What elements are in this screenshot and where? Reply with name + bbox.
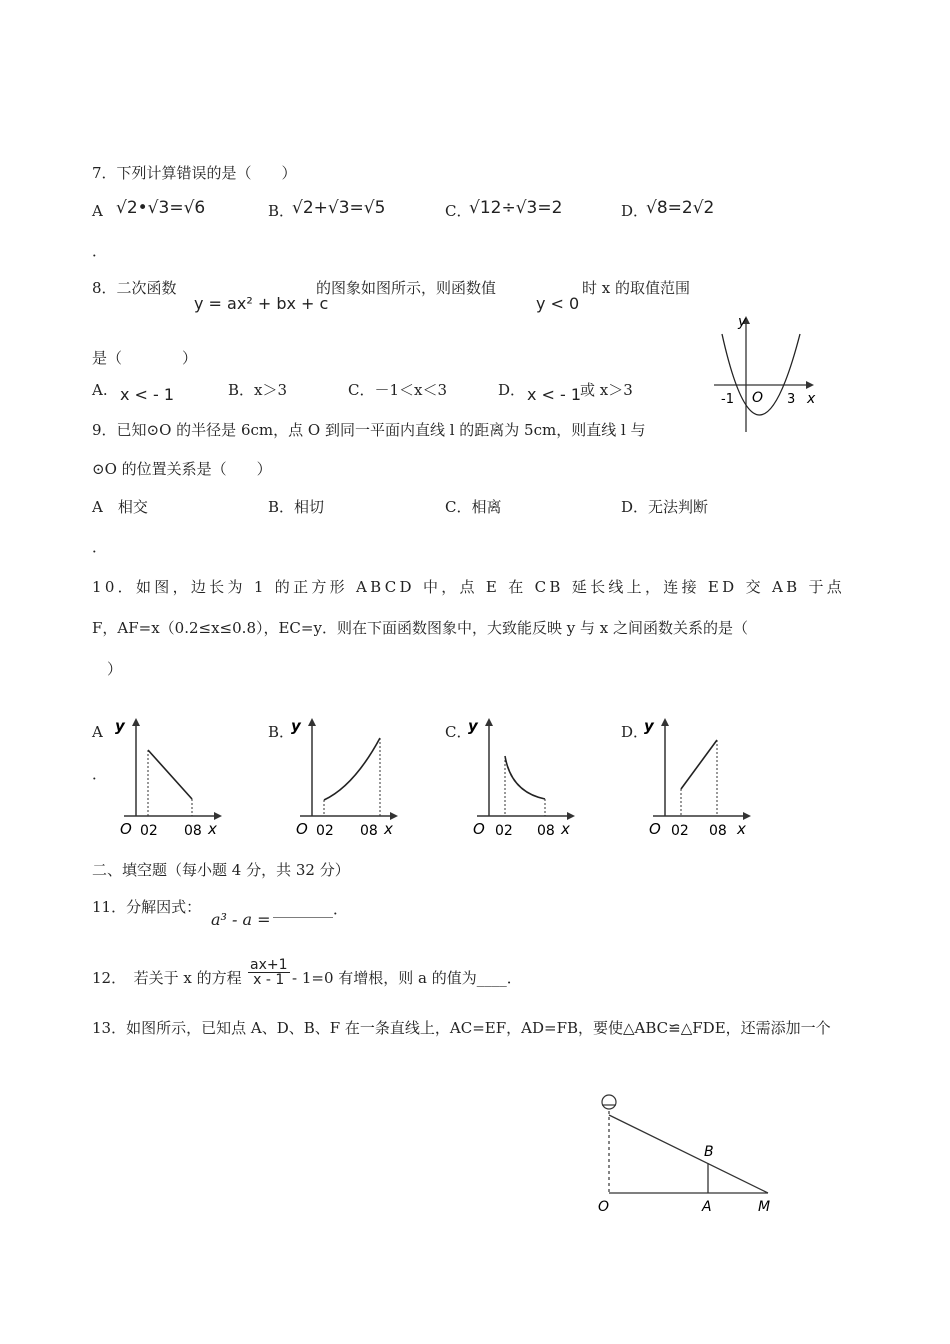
q9-line2: ⊙O 的位置关系是（ ） [92, 460, 272, 478]
q10-graph-d [641, 712, 761, 842]
q10-option-c-label: C． [445, 723, 472, 741]
q8-label-three: 3 [787, 392, 796, 407]
q10-line3: ） [107, 660, 123, 678]
q8-option-a-expr: x < - 1 [120, 385, 175, 404]
graph-b-tick-2: 08 [360, 823, 378, 839]
lamp-icon [602, 1095, 616, 1109]
q9-option-b: B．相切 [268, 498, 325, 516]
graph-a-tick-2: 08 [184, 823, 202, 839]
q11-blank: ________． [273, 900, 349, 918]
q7-option-d-expr: √8=2√2 [646, 198, 715, 218]
graph-d-label-origin: O [649, 820, 661, 838]
q12-fraction-numerator: ax+1 [250, 957, 288, 973]
q10-dot: ． [92, 765, 108, 783]
q7-option-a-expr: √2•√3=√6 [116, 198, 206, 218]
q8-option-d-expr: x < - 1 [527, 385, 582, 404]
graph-a-label-x: x [208, 820, 217, 838]
graph-a-line [148, 750, 192, 799]
q7-option-c-expr: √12÷√3=2 [469, 198, 563, 218]
section2-heading: 二、填空题（每小题 4 分，共 32 分） [92, 861, 350, 879]
q10-graph-a [112, 712, 232, 842]
q12-stem-start: 12． 若关于 x 的方程 [92, 969, 242, 987]
graph-b-x-arrow [390, 812, 398, 820]
graph-c-tick-1: 02 [495, 823, 513, 839]
graph-c-label-origin: O [473, 820, 485, 838]
q7-option-c-label: C． [445, 202, 472, 220]
label-b: B [704, 1144, 714, 1160]
graph-c-label-y: y [468, 717, 478, 735]
q8-stem-mid: 的图象如图所示，则函数值 [316, 279, 497, 297]
graph-d-line [681, 740, 717, 789]
graph-a-tick-1: 02 [140, 823, 158, 839]
graph-a-y-arrow [132, 718, 140, 726]
q8-label-x: x [807, 391, 816, 407]
q8-option-b: B．x＞3 [228, 381, 288, 399]
q8-option-d-label: D． [498, 381, 526, 399]
graph-d-tick-2: 08 [709, 823, 727, 839]
graph-c-curve [505, 756, 545, 799]
q8-option-c: C．－1＜x＜3 [348, 381, 448, 399]
q13-line1: 13．如图所示，已知点 A、D、B、F 在一条直线上，AC=EF，AD=FB，要使△ABC≌△FDE，还需添加一个 [92, 1019, 831, 1037]
q13-figure [592, 1085, 792, 1215]
q10-graph-c [465, 712, 585, 842]
graph-a-x-arrow [214, 812, 222, 820]
q12-fraction [248, 958, 290, 987]
q10-option-a-label: A [92, 723, 103, 741]
light-ray-line [609, 1115, 768, 1193]
graph-b-curve [324, 738, 380, 800]
graph-b-label-y: y [291, 717, 301, 735]
q7-dot: ． [92, 242, 108, 260]
q8-stem-end: 时 x 的取值范围 [582, 279, 690, 297]
q9-dot: ． [92, 538, 108, 556]
q9-option-a: A 相交 [92, 498, 148, 516]
label-m: M [758, 1199, 771, 1215]
q8-condition: y < 0 [536, 294, 580, 313]
graph-d-label-x: x [737, 820, 746, 838]
graph-d-y-arrow [661, 718, 669, 726]
q7-option-b-label: B． [268, 202, 295, 220]
graph-c-y-arrow [485, 718, 493, 726]
graph-b-tick-1: 02 [316, 823, 334, 839]
q10-line2: F，AF=x（0.2≤x≤0.8），EC=y．则在下面函数图象中，大致能反映 y 与 x 之间函数关系的是（ [92, 619, 748, 637]
q8-x-arrow [806, 381, 814, 389]
q8-label-neg1: -1 [721, 392, 734, 407]
q12-fraction-denominator: x - 1 [253, 972, 285, 988]
q9-line1: 9．已知⊙O 的半径是 6cm，点 O 到同一平面内直线 l 的距离为 5cm，则直线 l 与 [92, 421, 646, 439]
label-a: A [702, 1199, 712, 1215]
q7-option-b-expr: √2+√3=√5 [292, 198, 386, 218]
label-o: O [598, 1199, 610, 1215]
q11-expr: a³ - a = [211, 910, 271, 929]
graph-b-label-origin: O [296, 820, 308, 838]
graph-b-label-x: x [384, 820, 393, 838]
q7-option-d-label: D． [621, 202, 649, 220]
q8-parabola-figure [708, 310, 828, 435]
q8-formula: y = ax² + bx + c [194, 294, 329, 313]
q9-option-d: D．无法判断 [621, 498, 709, 516]
q7-option-a-label: A [92, 202, 103, 220]
q9-option-c: C．相离 [445, 498, 502, 516]
q11-stem: 11．分解因式： [92, 898, 202, 916]
graph-d-x-arrow [743, 812, 751, 820]
graph-a-label-y: y [115, 717, 125, 735]
q8-option-d-rest: 或 x＞3 [580, 381, 633, 399]
q8-stem-start: 8．二次函数 [92, 279, 177, 297]
graph-c-tick-2: 08 [537, 823, 555, 839]
graph-b-y-arrow [308, 718, 316, 726]
graph-d-tick-1: 02 [671, 823, 689, 839]
q10-line1: 10．如图，边长为 1 的正方形 ABCD 中，点 E 在 CB 延长线上，连接 ED 交 AB 于点 [92, 578, 846, 596]
q10-option-d-label: D． [621, 723, 649, 741]
q8-option-a-label: A. [92, 381, 108, 399]
q8-label-y: y [738, 314, 747, 330]
q10-graph-b [288, 712, 408, 842]
q7-stem: 7．下列计算错误的是（ ） [92, 164, 297, 182]
graph-c-label-x: x [561, 820, 570, 838]
graph-c-x-arrow [567, 812, 575, 820]
graph-a-label-origin: O [120, 820, 132, 838]
q8-line2: 是（ ） [92, 349, 198, 367]
q8-label-origin: O [752, 390, 764, 406]
q12-stem-end: - 1=0 有增根，则 a 的值为____． [292, 969, 522, 987]
q10-option-b-label: B． [268, 723, 295, 741]
graph-d-label-y: y [644, 717, 654, 735]
